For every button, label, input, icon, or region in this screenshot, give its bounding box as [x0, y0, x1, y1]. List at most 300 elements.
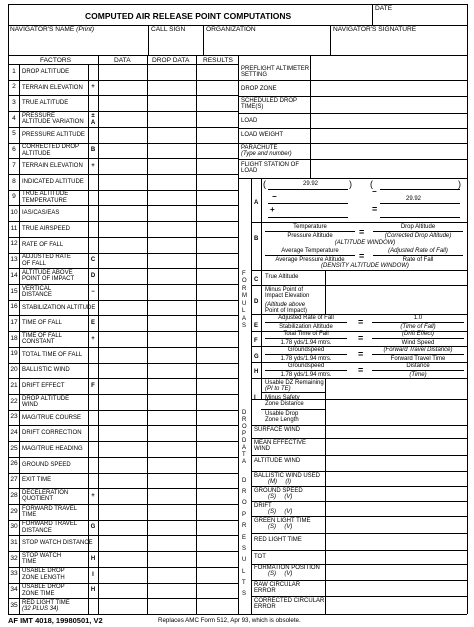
drop-data-cell[interactable]: [148, 222, 195, 236]
equals-h: =: [358, 365, 364, 375]
data-cell[interactable]: [99, 521, 146, 535]
organization-field[interactable]: [204, 34, 329, 54]
operator-label: +: [91, 492, 95, 499]
a-result-field[interactable]: [382, 183, 460, 216]
operator-label: H: [90, 555, 96, 562]
row-number: 17: [10, 319, 18, 326]
data-cell[interactable]: [99, 269, 146, 283]
f-left-fraction: Total Time of Fall 1.78 yds/1.94 mtrs.: [265, 331, 347, 346]
data-cell[interactable]: [99, 505, 146, 519]
data-cell[interactable]: [99, 191, 146, 205]
data-cell[interactable]: [99, 411, 146, 425]
results-header: RESULTS: [203, 57, 233, 64]
drop-data-cell[interactable]: [148, 238, 195, 252]
data-header: DATA: [114, 57, 131, 64]
data-cell[interactable]: [99, 222, 146, 236]
operator-label: +: [91, 162, 95, 169]
results-cell[interactable]: [197, 175, 237, 189]
results-cell[interactable]: [197, 269, 237, 283]
drop-data-cell[interactable]: [148, 254, 195, 268]
results-cell[interactable]: [197, 112, 237, 126]
factor-label: RED LIGHT TIME (32 PLUS 34): [22, 599, 70, 613]
e-left-fraction: Adjusted Rate of Fall Stabilization Altitude: [265, 315, 347, 330]
drop-data-cell[interactable]: [148, 96, 195, 110]
data-cell[interactable]: [99, 65, 146, 79]
row-number: 31: [10, 539, 18, 546]
factor-label: VERTICAL DISTANCE: [22, 285, 52, 299]
data-cell[interactable]: [99, 316, 146, 330]
date-field[interactable]: [373, 13, 466, 24]
drop-data-cell[interactable]: [148, 81, 195, 95]
drop-data-cell[interactable]: [148, 364, 195, 378]
row-number: 27: [10, 476, 18, 484]
row-number: 29: [10, 507, 18, 515]
drop-data-cell[interactable]: [148, 128, 195, 142]
results-cell[interactable]: [197, 144, 237, 158]
row-number: 32: [10, 554, 18, 562]
results-cell[interactable]: [197, 222, 237, 236]
mean-effective-wind-label: MEAN EFFECTIVE WIND: [254, 440, 307, 453]
paren-right: ): [458, 179, 461, 189]
factor-label: DRIFT EFFECT: [22, 383, 65, 389]
info-value-field[interactable]: [311, 97, 466, 112]
results-cell[interactable]: [197, 254, 237, 268]
drop-value-field[interactable]: [326, 502, 466, 515]
data-cell[interactable]: [99, 159, 146, 173]
minus-poi-formula: Minus Point of Impact Elevation: [265, 287, 310, 300]
drop-value-field[interactable]: [326, 534, 466, 549]
info-value-field[interactable]: [311, 129, 466, 142]
row-number: 1: [12, 67, 16, 75]
results-cell[interactable]: [197, 489, 237, 503]
factor-label: GROUND SPEED: [22, 461, 71, 468]
factor-label: STOP WATCH TIME: [22, 552, 62, 566]
row-number: 10: [10, 209, 18, 216]
results-cell[interactable]: [197, 128, 237, 142]
results-cell[interactable]: [197, 474, 237, 488]
equals-f: =: [358, 333, 364, 343]
row-number: 35: [10, 601, 18, 609]
drop-data-cell[interactable]: [148, 505, 195, 519]
operator-label: E: [90, 320, 95, 327]
factor-label: CORRECTED DROP ALTITUDE: [22, 144, 80, 157]
formula-letter-line: [261, 178, 262, 399]
row-number: 3: [12, 99, 16, 106]
factor-label: ALTITUDE ABOVE POINT OF IMPACT: [22, 269, 75, 283]
results-cell[interactable]: [197, 348, 237, 362]
results-cell[interactable]: [197, 364, 237, 378]
drop-data-cell[interactable]: [148, 159, 195, 173]
row-number: 18: [10, 334, 18, 342]
results-cell[interactable]: [197, 521, 237, 535]
results-cell[interactable]: [197, 81, 237, 95]
results-cell[interactable]: [197, 442, 237, 456]
factor-label: TOTAL TIME OF FALL: [22, 351, 83, 358]
form-title: COMPUTED AIR RELEASE POINT COMPUTATIONS: [85, 11, 292, 21]
b1-left-fraction: Temperature Pressure Altitude: [265, 224, 355, 239]
b2-right-fraction: (Adjusted Rate of Fall) Rate of Fall: [373, 248, 463, 263]
paren-right-2: ): [349, 179, 352, 189]
drop-value-field[interactable]: [326, 517, 466, 532]
i-row-line: [261, 409, 325, 410]
results-cell[interactable]: [197, 301, 237, 315]
info-value-field[interactable]: [311, 144, 466, 158]
formula-letter: E: [254, 323, 259, 329]
fraction-bar: [268, 217, 348, 218]
tot-label: TOT: [254, 554, 266, 560]
row-number: 9: [12, 193, 16, 201]
drop-data-cell[interactable]: [148, 316, 195, 330]
f-right-fraction: (Drift Effect) Wind Speed: [372, 331, 464, 346]
results-cell[interactable]: [197, 458, 237, 472]
g-left-fraction: Groundspeed 1.78 yds/1.94 mtrs.: [265, 347, 347, 362]
a-calc-field[interactable]: [280, 183, 346, 216]
row-number: 30: [10, 523, 18, 531]
factor-label: USABLE DROP ZONE LENGTH: [22, 568, 65, 581]
formation-position-label: FORMATION POSITION (S) (V): [254, 565, 320, 578]
factor-label: TERRAIN ELEVATION: [22, 163, 83, 169]
data-cell[interactable]: [99, 474, 146, 488]
call-sign-field[interactable]: [149, 34, 202, 54]
data-cell[interactable]: [99, 144, 146, 158]
i-value-field[interactable]: [326, 379, 466, 424]
drop-value-field[interactable]: [326, 581, 466, 595]
row-number: 7: [12, 161, 16, 169]
data-cell[interactable]: [99, 175, 146, 189]
form-number: AF IMT 4018, 19980501, V2: [8, 616, 103, 625]
factor-label: INDICATED ALTITUDE: [22, 178, 84, 185]
corrected-circular-label: CORRECTED CIRCULAR ERROR: [254, 598, 325, 611]
results-cell[interactable]: [197, 191, 237, 205]
data-cell[interactable]: [99, 301, 146, 315]
row-number: 16: [10, 303, 18, 311]
row-number: 24: [10, 429, 18, 436]
equals-e: =: [358, 317, 364, 327]
preflight-label: PREFLIGHT ALTIMETER SETTING: [241, 66, 310, 79]
formula-letter: C: [254, 277, 259, 283]
factor-label: PRESSURE ALTITUDE VARIATION: [22, 112, 84, 126]
results-cell[interactable]: [197, 584, 237, 598]
results-cell[interactable]: [197, 552, 237, 566]
row-number: 13: [10, 256, 18, 264]
row-number: 22: [10, 397, 18, 405]
results-cell[interactable]: [197, 332, 237, 346]
nav-name-label: NAVIGATOR'S NAME (Print): [10, 26, 95, 33]
factor-label: RATE OF FALL: [22, 241, 64, 248]
green-light-label: GREEN LIGHT TIME (S) (V): [254, 518, 311, 531]
data-cell[interactable]: [99, 285, 146, 299]
operator-label: ± A: [90, 113, 96, 126]
formulas-side-label: F O R M U L A S: [242, 270, 247, 330]
factor-label: USABLE DROP ZONE TIME: [22, 584, 65, 597]
drop-value-field[interactable]: [326, 439, 466, 454]
altitude-above-poi-formula: (Altitude above Point of Impact): [265, 302, 308, 315]
drop-data-cell[interactable]: [148, 301, 195, 315]
drop-data-cell[interactable]: [148, 489, 195, 503]
formula-letter: G: [254, 354, 259, 360]
info-value-field[interactable]: [311, 160, 466, 177]
results-cell[interactable]: [197, 316, 237, 330]
usable-drop-zone-length: Usable Drop Zone Length: [265, 411, 299, 424]
data-cell[interactable]: [99, 536, 146, 550]
date-label: DATE: [375, 5, 393, 12]
data-cell[interactable]: [99, 395, 146, 409]
drop-data-cell[interactable]: [148, 348, 195, 362]
organization-label: ORGANIZATION: [206, 26, 256, 33]
factor-label: TRUE ALTITUDE: [22, 100, 69, 107]
data-cell[interactable]: [99, 489, 146, 503]
replaces-note: Replaces AMC Form 512, Apr 93, which is obsolete.: [158, 617, 301, 624]
altitude-window-caption: (ALTITUDE WINDOW): [334, 240, 396, 246]
drop-value-field[interactable]: [326, 456, 466, 470]
drop-data-cell[interactable]: [148, 536, 195, 550]
drop-data-cell[interactable]: [148, 426, 195, 440]
row-number: 5: [12, 130, 16, 138]
drop-data-cell[interactable]: [148, 206, 195, 220]
raw-circular-label: RAW CIRCULAR ERROR: [254, 582, 301, 595]
operator-label: G: [90, 524, 96, 531]
operator-label: B: [90, 147, 96, 154]
operator-label: −: [91, 288, 95, 295]
h-right-fraction: Distance (Time): [372, 363, 464, 378]
operator-label: I: [92, 571, 94, 578]
factor-label: DROP ALTITUDE WIND: [22, 395, 70, 409]
results-cell[interactable]: [197, 96, 237, 110]
data-cell[interactable]: [99, 426, 146, 440]
equals-b2: =: [359, 251, 365, 261]
factor-label: STOP WATCH DISTANCE: [22, 540, 93, 547]
signature-field[interactable]: [331, 34, 466, 54]
factor-label: MAG/TRUE COURSE: [22, 414, 82, 421]
results-cell[interactable]: [197, 411, 237, 425]
border-right: [467, 4, 468, 614]
nav-name-field[interactable]: [9, 34, 147, 54]
drop-value-field[interactable]: [326, 551, 466, 563]
data-cell[interactable]: [99, 364, 146, 378]
row-number: 8: [12, 177, 16, 185]
formula-letter: F: [254, 338, 258, 344]
results-cell[interactable]: [197, 568, 237, 582]
data-cell[interactable]: [99, 81, 146, 95]
results-cell[interactable]: [197, 65, 237, 79]
data-cell[interactable]: [99, 96, 146, 110]
results-cell[interactable]: [197, 379, 237, 393]
data-cell[interactable]: [99, 238, 146, 252]
drop-data-cell[interactable]: [148, 269, 195, 283]
drop-data-cell[interactable]: [148, 458, 195, 472]
altitude-wind-label: ALTITUDE WIND: [254, 458, 301, 464]
row-number: 23: [10, 413, 18, 421]
row-number: 21: [10, 381, 18, 389]
parachute-label: PARACHUTE (Type and number): [241, 145, 292, 158]
flight-station-label: FLIGHT STATION OF LOAD: [241, 162, 300, 175]
factor-label: TERRAIN ELEVATION: [22, 84, 83, 91]
formula-letter: A: [254, 200, 259, 206]
row-number: 12: [10, 240, 18, 248]
data-cell[interactable]: [99, 458, 146, 472]
drop-value-field[interactable]: [326, 472, 466, 485]
factor-label: MAG/TRUE HEADING: [22, 445, 83, 452]
data-cell[interactable]: [99, 379, 146, 393]
factor-label: IAS/CAS/EAS: [22, 210, 60, 217]
load-label: LOAD: [241, 118, 258, 124]
drop-data-cell[interactable]: [148, 65, 195, 79]
drop-data-cell[interactable]: [148, 112, 195, 126]
drop-results-side-label: D R O P R E S U L T S: [242, 477, 247, 598]
operator-label: C: [90, 257, 96, 264]
row-number: 25: [10, 444, 18, 452]
info-value-field[interactable]: [311, 65, 466, 79]
data-cell[interactable]: [99, 584, 146, 598]
factor-label: EXIT TIME: [22, 477, 52, 484]
c-field[interactable]: [326, 271, 466, 284]
b1-right-fraction: Drop Altitude (Corrected Drop Altitude): [373, 224, 463, 239]
fraction-bar: [380, 217, 460, 218]
drop-data-header: DROP DATA: [152, 57, 190, 64]
d-field[interactable]: [326, 286, 466, 313]
info-value-field[interactable]: [311, 114, 466, 127]
drop-data-cell[interactable]: [148, 411, 195, 425]
factor-label: FORWARD TRAVEL TIME: [22, 505, 78, 519]
drop-data-side-label: D R O P D A T A: [242, 410, 247, 465]
num-col-line: [19, 64, 20, 614]
results-cell[interactable]: [197, 238, 237, 252]
row-number: 6: [12, 146, 16, 154]
altimeter-std-1: 29.92: [303, 181, 319, 187]
operator-label: F: [91, 382, 95, 389]
load-weight-label: LOAD WEIGHT: [241, 132, 284, 138]
factor-label: PRESSURE ALTITUDE: [22, 131, 85, 138]
g-right-fraction: (Forward Travel Distance) Forward Travel Time: [372, 347, 464, 362]
info-bottom-line: [238, 178, 467, 179]
row-number: 28: [10, 491, 18, 499]
factor-label: DECELERATION QUOTIENT: [22, 489, 69, 503]
drop-value-field[interactable]: [326, 426, 466, 437]
h-left-fraction: Groundspeed 1.78 yds/1.94 mtrs.: [265, 363, 347, 378]
results-cell[interactable]: [197, 426, 237, 440]
minus-sign-2: −: [372, 187, 377, 196]
minus-safety-zone: Minus Safety Zone Distance: [265, 395, 304, 408]
data-cell[interactable]: [99, 112, 146, 126]
data-cell[interactable]: [99, 332, 146, 346]
data-cell[interactable]: [99, 599, 146, 613]
factor-label: DRIFT CORRECTION: [22, 430, 82, 437]
drift-label: DRIFT (S) (V): [254, 503, 293, 516]
factor-label: TRUE ALTITUDE TEMPERATURE: [22, 191, 69, 204]
b2-left-fraction: Average Temperature Average Pressure Altitude: [265, 248, 355, 263]
row-number: 33: [10, 570, 18, 578]
results-cell[interactable]: [197, 536, 237, 550]
formula-letter: B: [254, 236, 259, 242]
equals-b1: =: [359, 227, 365, 237]
row-number: 26: [10, 460, 18, 468]
row-number: 4: [12, 114, 16, 122]
row-number: 11: [10, 224, 18, 232]
density-window-caption: (DENSITY ALTITUDE WINDOW): [321, 263, 409, 269]
drop-zone-label: DROP ZONE: [241, 86, 277, 92]
equals-sign: =: [372, 204, 378, 214]
factor-label: BALLISTIC WIND: [22, 367, 70, 374]
data-cell[interactable]: [99, 568, 146, 582]
drop-data-cell[interactable]: [148, 332, 195, 346]
results-cell[interactable]: [197, 395, 237, 409]
drop-data-cell[interactable]: [148, 285, 195, 299]
equals-g: =: [358, 349, 364, 359]
drop-data-cell[interactable]: [148, 395, 195, 409]
paren-left: (: [370, 179, 373, 189]
red-light-label: RED LIGHT TIME: [254, 537, 302, 543]
row-number: 19: [10, 350, 18, 358]
border-bottom: [8, 614, 467, 615]
drop-data-cell[interactable]: [148, 379, 195, 393]
data-cell[interactable]: [99, 442, 146, 456]
signature-label: NAVIGATOR'S SIGNATURE: [333, 26, 417, 33]
operator-label: D: [90, 272, 96, 279]
plus-sign: +: [270, 205, 275, 214]
drop-data-cell[interactable]: [148, 599, 195, 613]
data-cell[interactable]: [99, 552, 146, 566]
drop-data-cell[interactable]: [148, 191, 195, 205]
results-cell[interactable]: [197, 599, 237, 613]
results-cell[interactable]: [197, 206, 237, 220]
drop-data-cell[interactable]: [148, 568, 195, 582]
ballistic-wind-label: BALLISTIC WIND USED (M) (I): [254, 473, 321, 486]
data-cell[interactable]: [99, 206, 146, 220]
drop-value-field[interactable]: [326, 565, 466, 579]
ground-speed-label: GROUND SPEED (S) (V): [254, 488, 303, 501]
row-number: 20: [10, 366, 18, 374]
drop-data-cell[interactable]: [148, 474, 195, 488]
formula-letter: H: [254, 369, 259, 375]
factors-header: FACTORS: [40, 57, 72, 64]
data-cell[interactable]: [99, 128, 146, 142]
drop-data-cell[interactable]: [148, 584, 195, 598]
row-number: 14: [10, 271, 18, 279]
operator-label: +: [91, 335, 95, 342]
drop-data-cell[interactable]: [148, 442, 195, 456]
row-number: 34: [10, 586, 18, 594]
data-cell[interactable]: [99, 254, 146, 268]
row-number: 15: [10, 287, 18, 295]
drop-data-cell[interactable]: [148, 175, 195, 189]
label-col-line: [251, 178, 252, 614]
drop-data-cell[interactable]: [148, 552, 195, 566]
factor-label: TRUE AIRSPEED: [22, 225, 71, 232]
results-cell[interactable]: [197, 505, 237, 519]
surface-wind-label: SURFACE WIND: [254, 427, 301, 433]
formula-letter-i: I: [254, 395, 256, 401]
factor-label: DROP ALTITUDE: [22, 68, 70, 75]
drop-value-field[interactable]: [326, 487, 466, 500]
e-right-fraction: 1.0 (Time of Fall): [372, 315, 464, 330]
operator-label: +: [91, 84, 95, 91]
formula-row-line: [251, 222, 467, 223]
drop-data-cell[interactable]: [148, 521, 195, 535]
factor-label: STABILIZATION ALTITUDE: [22, 304, 96, 311]
data-cell[interactable]: [99, 348, 146, 362]
results-cell[interactable]: [197, 159, 237, 173]
scheduled-drop-label: SCHEDULED DROP TIME(S): [241, 98, 298, 111]
results-cell[interactable]: [197, 285, 237, 299]
true-altitude-formula: True Altitude: [265, 274, 299, 280]
minus-sign: −: [272, 192, 277, 201]
row-number: 2: [12, 83, 16, 91]
drop-data-cell[interactable]: [148, 144, 195, 158]
drop-value-field[interactable]: [326, 597, 466, 613]
cd-divider: [325, 270, 326, 314]
formula-letter: D: [254, 299, 259, 305]
info-value-field[interactable]: [311, 81, 466, 95]
